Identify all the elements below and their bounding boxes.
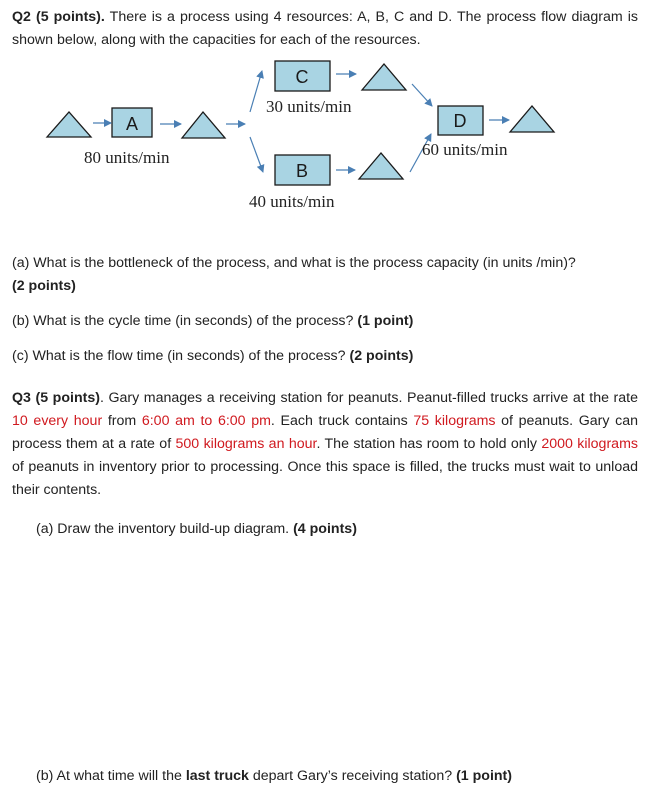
resource-label-d: D (453, 111, 467, 131)
q2-part-a (12, 252, 638, 298)
q3-text: from (102, 413, 142, 429)
capacity-b: 40 units/min (249, 192, 335, 211)
q3-part-b-points: (1 point) (456, 768, 513, 784)
resource-label-a: A (125, 114, 139, 134)
q3-part-b (36, 765, 636, 788)
flow-arrow (250, 71, 262, 112)
q3-highlight: 2000 kilograms (541, 436, 638, 452)
q3-paragraph (12, 387, 638, 502)
flow-arrow (412, 84, 432, 106)
q3-text: of peanuts in inventory prior to processing. Once this space is filled, the trucks must wait to unload their contents. (12, 459, 638, 498)
inventory-triangle (182, 112, 225, 138)
capacity-d: 60 units/min (422, 140, 508, 159)
q3-text: . Gary manages a receiving station for peanuts. Peanut-filled trucks arrive at the rate (99, 390, 638, 406)
q2-part-b (12, 310, 638, 333)
inventory-triangle (362, 64, 406, 90)
q2-heading: Q2 (5 points). (12, 9, 105, 25)
q3-part-a-points: (4 points) (293, 521, 357, 537)
q2-part-a-points: (2 points) (12, 278, 76, 294)
capacity-c: 30 units/min (266, 97, 352, 116)
q3-part-a (36, 518, 636, 541)
inventory-triangle (47, 112, 91, 137)
q3-highlight: 10 every hour (12, 413, 103, 429)
q3-highlight: 75 kilograms (413, 413, 496, 429)
q2-part-a-text: (a) What is the bottleneck of the process, and what is the process capacity (in units /min)? (12, 255, 576, 271)
q2-part-b-text: (b) What is the cycle time (in seconds) of the process? (12, 313, 354, 329)
q3-highlight: 6:00 am to 6:00 pm (141, 413, 271, 429)
q2-part-c-points: (2 points) (349, 348, 414, 364)
q2-part-b-points: (1 point) (357, 313, 414, 329)
inventory-triangle (510, 106, 554, 132)
q2-part-c-text: (c) What is the flow time (in seconds) of the process? (12, 348, 346, 364)
inventory-triangle (359, 153, 403, 179)
q2-intro-text: There is a process using 4 resources: A, B, C and D. The process flow diagram is shown below, along with the capacities for each of the resources. (12, 9, 639, 48)
resource-label-c: C (295, 67, 309, 87)
flow-arrow (250, 137, 263, 172)
capacity-a: 80 units/min (84, 148, 170, 167)
q3-heading: Q3 (5 points) (12, 390, 100, 406)
q3-part-b-bold: last truck (185, 768, 249, 784)
q2-part-c (12, 345, 638, 368)
q3-text: . Each truck contains (270, 413, 414, 429)
q3-text: . The station has room to hold only (316, 436, 542, 452)
q3-highlight: 500 kilograms an hour (175, 436, 317, 452)
q3-part-a-text: (a) Draw the inventory build-up diagram. (36, 521, 290, 537)
q3-part-b-pre: (b) At what time will the (36, 768, 186, 784)
resource-label-b: B (295, 161, 309, 181)
q3-text: of peanuts. Gary can process them at a rate of (12, 413, 638, 452)
q3-part-b-post: depart Gary’s receiving station? (248, 768, 453, 784)
